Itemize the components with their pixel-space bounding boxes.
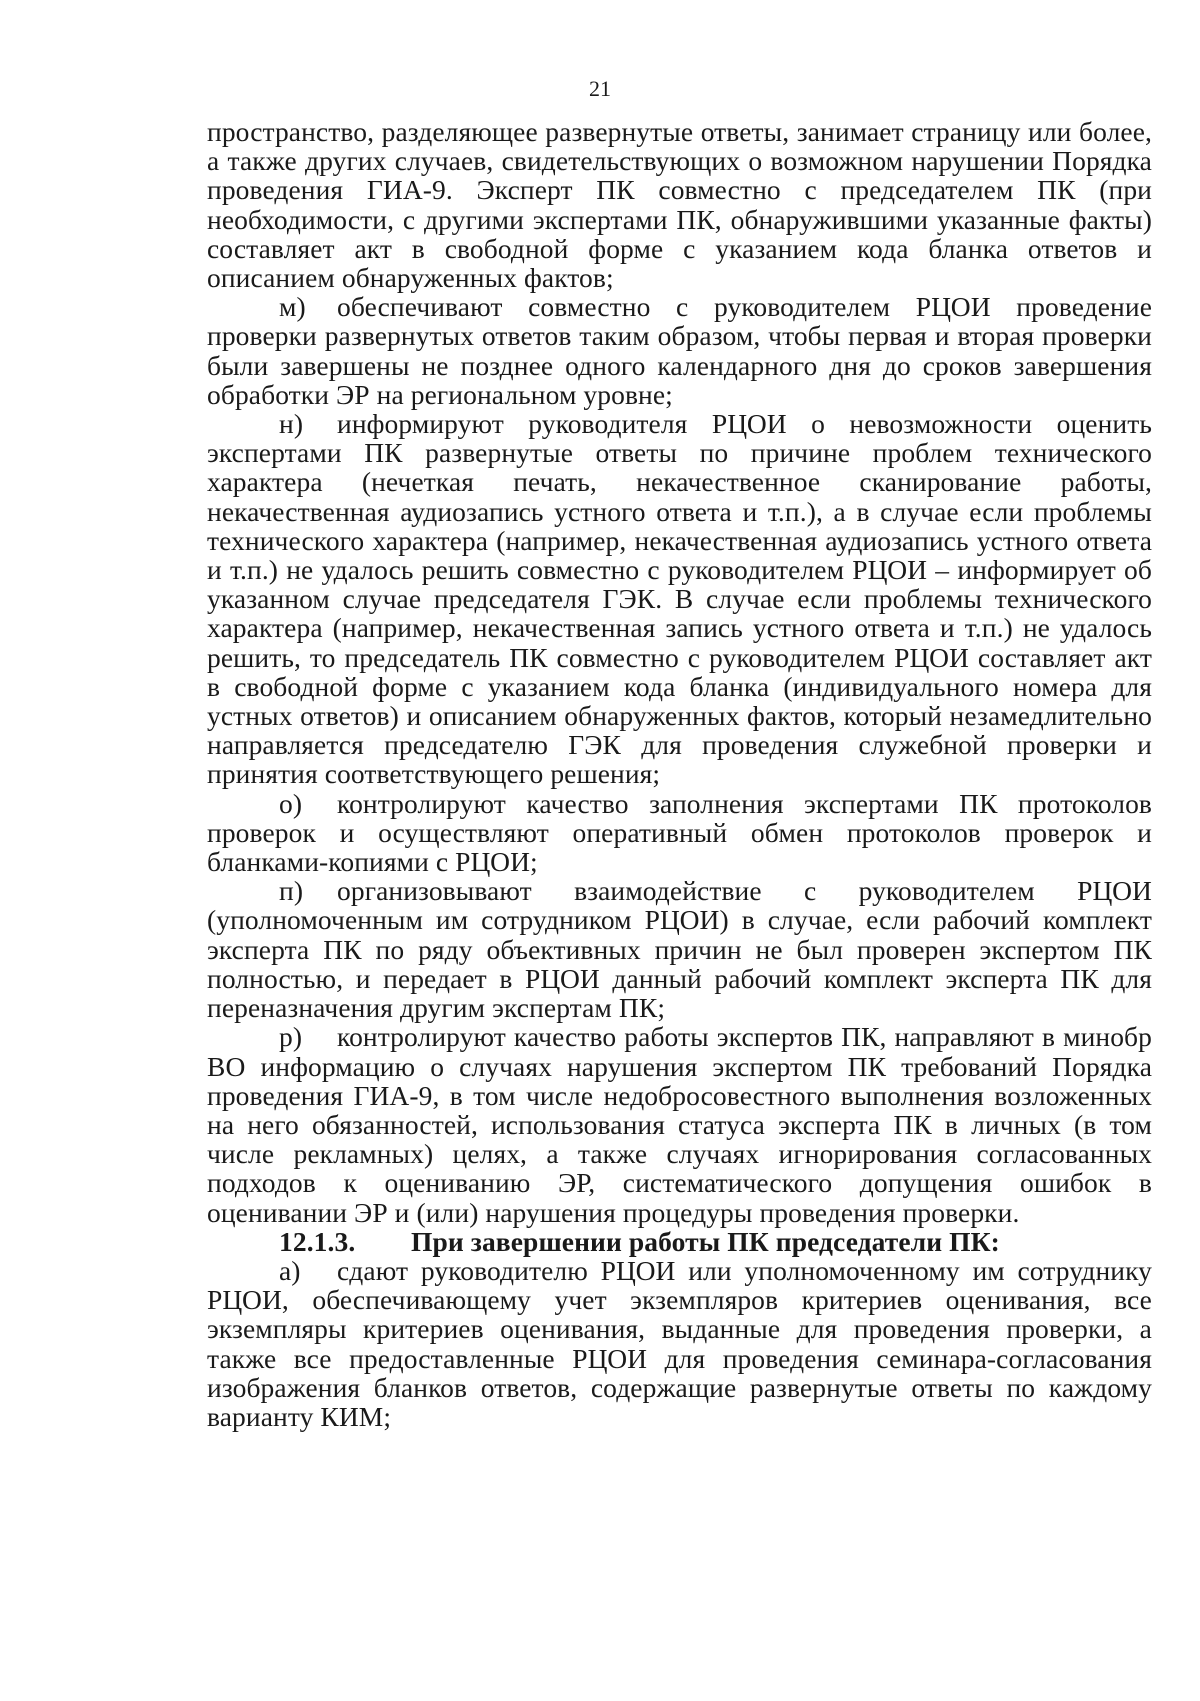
section-title: При завершении работы ПК председатели ПК: (411, 1225, 1000, 1257)
list-item-r (207, 1022, 1152, 1226)
list-letter: р) (279, 1021, 303, 1053)
list-item-a (207, 1256, 1152, 1431)
list-item-p (207, 876, 1152, 1022)
document-body (207, 117, 1152, 1431)
list-item-m (207, 292, 1152, 409)
list-letter: п) (279, 875, 304, 907)
list-item-text: обеспечивают совместно с руководителем РЦОИ проведение проверки развернутых ответов таким образом, чтобы первая и вторая проверки были завершены не позднее одного календарного дня до сроков завершения обработки ЭР на региональном уровне; (207, 291, 1152, 410)
list-letter: м) (279, 291, 306, 323)
list-letter: а) (279, 1254, 301, 1286)
list-item-text: контролируют качество заполнения экспертами ПК протоколов проверок и осуществляют оперативный обмен протоколов проверок и бланками-копиями с РЦОИ; (207, 787, 1152, 878)
list-item-text: организовывают взаимодействие с руководителем РЦОИ (уполномоченным им сотрудником РЦОИ) в случае, если рабочий комплект эксперта ПК по ряду объективных причин не был проверен экспертом ПК полностью, и передает в РЦОИ данный рабочий комплект эксперта ПК для переназначения другим экспертам ПК; (207, 875, 1152, 1024)
section-number: 12.1.3. (279, 1225, 356, 1257)
section-heading (207, 1227, 1152, 1256)
list-letter: н) (279, 408, 304, 440)
list-item-text: контролируют качество работы экспертов ПК, направляют в минобр ВО информацию о случаях нарушения экспертом ПК требований Порядка проведения ГИА-9, в том числе недобросовестного выполнения возложенных на него обязанностей, использования статуса эксперта ПК в личных (в том числе рекламных) целях, а также случаях игнорирования согласованных подходов к оцениванию ЭР, систематического допущения ошибок в оценивании ЭР и (или) нарушения процедуры проведения проверки. (207, 1021, 1152, 1228)
paragraph-continuation: пространство, разделяющее развернутые ответы, занимает страницу или более, а также других случаев, свидетельствующих о возможном нарушении Порядка проведения ГИА-9. Эксперт ПК совместно с председателем ПК (при необходимости, с другими экспертами ПК, обнаружившими указанные факты) составляет акт в свободной форме с указанием кода бланка ответов и описанием обнаруженных фактов; (207, 116, 1152, 294)
list-item-text: сдают руководителю РЦОИ или уполномоченному им сотруднику РЦОИ, обеспечивающему учет экземпляров критериев оценивания, все экземпляры критериев оценивания, выданные для проведения проверки, а также все предоставленные РЦОИ для проведения семинара-согласования изображения бланков ответов, содержащие развернутые ответы по каждому варианту КИМ; (207, 1254, 1152, 1432)
list-item-n (207, 409, 1152, 789)
page-number: 21 (589, 76, 611, 101)
list-letter: о) (279, 787, 303, 819)
list-item-text: информируют руководителя РЦОИ о невозможности оценить экспертами ПК развернутые ответы по причине проблем технического характера (нечеткая печать, некачественное сканирование работы, некачественная аудиозапись устного ответа и т.п.), а в случае если проблемы технического характера (например, некачественная аудиозапись устного ответа и т.п.) не удалось решить совместно с руководителем РЦОИ – информирует об указанном случае председателя ГЭК. В случае если проблемы технического характера (например, некачественная запись устного ответа и т.п.) не удалось решить, то председатель ПК совместно с руководителем РЦОИ составляет акт в свободной форме с указанием кода бланка (индивидуального номера для устных ответов) и описанием обнаруженных фактов, который незамедлительно направляется председателю ГЭК для проведения служебной проверки и принятия соответствующего решения; (207, 408, 1152, 790)
list-item-o (207, 789, 1152, 877)
